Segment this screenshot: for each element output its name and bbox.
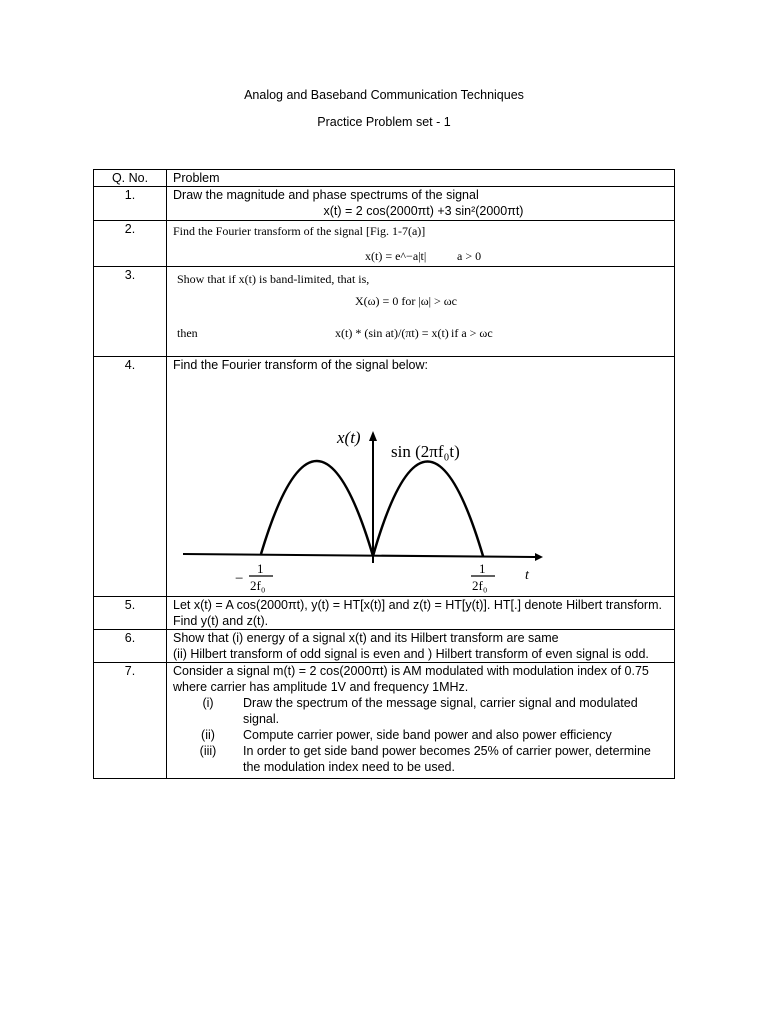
right-tick-numerator: 1: [479, 561, 486, 576]
document-title: Analog and Baseband Communication Techniques: [244, 88, 524, 102]
table-row: [94, 663, 675, 779]
table-row: [94, 630, 675, 663]
then-label: then: [177, 326, 198, 340]
table-row: [94, 267, 675, 357]
table-row: [94, 221, 675, 267]
sub-item-text: In order to get side band power becomes 25% of carrier power, determine the modulation index need to be used.: [243, 744, 651, 774]
question-number: 2.: [94, 221, 167, 267]
problem-text: Consider a signal m(t) = 2 cos(2000πt) is AM modulated with modulation index of 0.75 where carrier has amplitude 1V and frequency 1MHz.: [173, 664, 649, 694]
left-arch-curve: [261, 461, 373, 556]
sub-item: [173, 743, 666, 775]
t-axis-label: t: [525, 568, 529, 583]
left-tick-sign: −: [235, 571, 244, 587]
problem-cell: [167, 267, 675, 357]
problem-header: Problem: [167, 170, 675, 187]
problem-cell: [167, 357, 675, 597]
question-number: 3.: [94, 267, 167, 357]
problem-cell: [167, 221, 675, 267]
question-number: 7.: [94, 663, 167, 779]
problem-set-title: Practice Problem set - 1: [317, 115, 451, 129]
left-tick-denominator: 2f₀: [250, 578, 266, 593]
question-number: 4.: [94, 357, 167, 597]
equation-bandlimit: X(ω) = 0 for |ω| > ωc: [355, 294, 458, 308]
problem-text: Draw the magnitude and phase spectrums of the signal: [173, 188, 479, 202]
signal-plot: [173, 373, 669, 595]
table-row: [94, 597, 675, 630]
problem-text: Show that (i) energy of a signal x(t) and its Hilbert transform are same: [173, 631, 559, 645]
problem-text: (ii) Hilbert transform of odd signal is even and ) Hilbert transform of even signal is odd.: [173, 647, 649, 661]
question-number: 6.: [94, 630, 167, 663]
amplitude-axis-arrow: [369, 431, 377, 441]
right-arch-curve: [373, 462, 483, 557]
condition: if a > ωc: [451, 326, 493, 340]
question-number: 1.: [94, 187, 167, 221]
sub-item-number: (ii): [201, 728, 215, 742]
time-axis-arrow: [535, 553, 543, 561]
problem-text: Let x(t) = A cos(2000πt), y(t) = HT[x(t)] and z(t) = HT[y(t)]. HT[.] denote Hilbert transform. Find y(t) and z(t).: [167, 597, 675, 630]
signal-figure: [173, 373, 674, 595]
right-tick-denominator: 2f₀: [472, 578, 488, 593]
problem-text: Find the Fourier transform of the signal below:: [173, 358, 428, 372]
sub-item: [173, 727, 666, 743]
problem-cell: [167, 663, 675, 779]
left-tick-numerator: 1: [257, 561, 264, 576]
equation: x(t) = 2 cos(2000πt) +3 sin²(2000πt): [323, 204, 524, 218]
y-axis-label: x(t): [337, 428, 361, 447]
problem-cell: [167, 187, 675, 221]
problem-cell: [167, 630, 675, 663]
problem-text: Show that if x(t) is band-limited, that is,: [177, 272, 370, 286]
table-row: [94, 187, 675, 221]
equation-convolution: x(t) * (sin at)/(πt) = x(t): [335, 326, 449, 340]
equation: x(t) = e^−a|t|: [365, 249, 427, 263]
table-header-row: [94, 170, 675, 187]
sub-item-text: Draw the spectrum of the message signal, carrier signal and modulated signal.: [243, 696, 638, 726]
table-row: [94, 357, 675, 597]
sub-item-number: (i): [202, 696, 214, 710]
curve-label: sin (2πf₀t): [391, 442, 460, 461]
sub-item: [173, 695, 666, 727]
sub-item-text: Compute carrier power, side band power and also power efficiency: [243, 728, 612, 742]
problem-table: [93, 169, 675, 779]
question-number: 5.: [94, 597, 167, 630]
problem-text: Find the Fourier transform of the signal [Fig. 1-7(a)]: [173, 224, 426, 238]
sub-item-number: (iii): [199, 744, 217, 758]
qno-header: Q. No.: [94, 170, 167, 187]
condition: a > 0: [457, 249, 482, 263]
